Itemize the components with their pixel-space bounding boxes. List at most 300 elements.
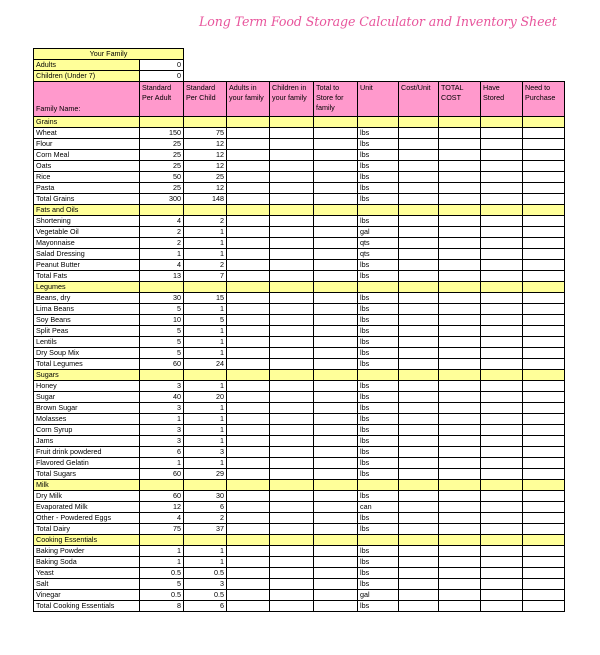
total-store-cell[interactable] bbox=[314, 348, 358, 359]
have-stored-cell[interactable] bbox=[481, 337, 523, 348]
need-purchase-cell[interactable] bbox=[523, 436, 565, 447]
children-family-cell[interactable] bbox=[270, 502, 314, 513]
cost-unit-cell[interactable] bbox=[399, 183, 439, 194]
adults-family-cell[interactable] bbox=[227, 238, 270, 249]
total-store-cell[interactable] bbox=[314, 216, 358, 227]
cost-unit-cell[interactable] bbox=[399, 238, 439, 249]
need-purchase-cell[interactable] bbox=[523, 579, 565, 590]
children-family-cell[interactable] bbox=[270, 414, 314, 425]
cost-unit-cell[interactable] bbox=[399, 337, 439, 348]
total-cost-cell[interactable] bbox=[439, 579, 481, 590]
need-purchase-cell[interactable] bbox=[523, 216, 565, 227]
children-family-cell[interactable] bbox=[270, 128, 314, 139]
children-family-cell[interactable] bbox=[270, 447, 314, 458]
item-name: Vegetable Oil bbox=[34, 227, 140, 238]
cost-unit-cell[interactable] bbox=[399, 601, 439, 612]
need-purchase-cell[interactable] bbox=[523, 414, 565, 425]
cost-unit-cell[interactable] bbox=[399, 227, 439, 238]
need-purchase-cell[interactable] bbox=[523, 469, 565, 480]
need-purchase-cell[interactable] bbox=[523, 337, 565, 348]
total-store-cell[interactable] bbox=[314, 392, 358, 403]
total-cost-cell[interactable] bbox=[439, 436, 481, 447]
children-family-cell[interactable] bbox=[270, 260, 314, 271]
adults-family-cell[interactable] bbox=[227, 557, 270, 568]
adults-family-cell[interactable] bbox=[227, 491, 270, 502]
need-purchase-cell[interactable] bbox=[523, 183, 565, 194]
need-purchase-cell[interactable] bbox=[523, 502, 565, 513]
adults-family-cell[interactable] bbox=[227, 337, 270, 348]
need-purchase-cell[interactable] bbox=[523, 161, 565, 172]
total-store-cell[interactable] bbox=[314, 590, 358, 601]
adults-family-cell[interactable] bbox=[227, 172, 270, 183]
std-child-cell: 3 bbox=[184, 447, 227, 458]
children-family-cell[interactable] bbox=[270, 150, 314, 161]
have-stored-cell[interactable] bbox=[481, 425, 523, 436]
adults-family-cell[interactable] bbox=[227, 403, 270, 414]
total-cost-cell[interactable] bbox=[439, 260, 481, 271]
total-cost-cell[interactable] bbox=[439, 524, 481, 535]
total-store-cell[interactable] bbox=[314, 513, 358, 524]
cost-unit-cell[interactable] bbox=[399, 546, 439, 557]
have-stored-cell[interactable] bbox=[481, 260, 523, 271]
total-cost-cell[interactable] bbox=[439, 601, 481, 612]
have-stored-cell[interactable] bbox=[481, 304, 523, 315]
category-cell bbox=[314, 370, 358, 381]
children-family-cell[interactable] bbox=[270, 304, 314, 315]
item-name: Salt bbox=[34, 579, 140, 590]
total-cost-cell[interactable] bbox=[439, 172, 481, 183]
std-adult-cell: 25 bbox=[140, 161, 184, 172]
children-family-cell[interactable] bbox=[270, 491, 314, 502]
total-store-cell[interactable] bbox=[314, 227, 358, 238]
total-cost-cell[interactable] bbox=[439, 403, 481, 414]
cost-unit-cell[interactable] bbox=[399, 293, 439, 304]
need-purchase-cell[interactable] bbox=[523, 447, 565, 458]
cost-unit-cell[interactable] bbox=[399, 139, 439, 150]
total-store-cell[interactable] bbox=[314, 469, 358, 480]
need-purchase-cell[interactable] bbox=[523, 546, 565, 557]
need-purchase-cell[interactable] bbox=[523, 293, 565, 304]
children-family-cell[interactable] bbox=[270, 172, 314, 183]
need-purchase-cell[interactable] bbox=[523, 568, 565, 579]
children-family-cell[interactable] bbox=[270, 469, 314, 480]
cost-unit-cell[interactable] bbox=[399, 304, 439, 315]
children-family-cell[interactable] bbox=[270, 568, 314, 579]
have-stored-cell[interactable] bbox=[481, 348, 523, 359]
total-cost-cell[interactable] bbox=[439, 546, 481, 557]
adults-family-cell[interactable] bbox=[227, 414, 270, 425]
total-cost-cell[interactable] bbox=[439, 128, 481, 139]
need-purchase-cell[interactable] bbox=[523, 557, 565, 568]
total-store-cell[interactable] bbox=[314, 238, 358, 249]
adults-family-cell[interactable] bbox=[227, 425, 270, 436]
cost-unit-cell[interactable] bbox=[399, 436, 439, 447]
cost-unit-cell[interactable] bbox=[399, 271, 439, 282]
total-store-cell[interactable] bbox=[314, 183, 358, 194]
have-stored-cell[interactable] bbox=[481, 271, 523, 282]
have-stored-cell[interactable] bbox=[481, 183, 523, 194]
total-store-cell[interactable] bbox=[314, 447, 358, 458]
total-cost-cell[interactable] bbox=[439, 216, 481, 227]
cost-unit-cell[interactable] bbox=[399, 348, 439, 359]
children-family-cell[interactable] bbox=[270, 425, 314, 436]
total-store-cell[interactable] bbox=[314, 579, 358, 590]
adults-family-cell[interactable] bbox=[227, 381, 270, 392]
table-row bbox=[34, 139, 565, 150]
total-store-cell[interactable] bbox=[314, 172, 358, 183]
std-adult-cell: 5 bbox=[140, 326, 184, 337]
need-purchase-cell[interactable] bbox=[523, 601, 565, 612]
adults-family-cell[interactable] bbox=[227, 249, 270, 260]
children-family-cell[interactable] bbox=[270, 249, 314, 260]
storage-table bbox=[33, 48, 565, 612]
cost-unit-cell[interactable] bbox=[399, 502, 439, 513]
have-stored-cell[interactable] bbox=[481, 436, 523, 447]
have-stored-cell[interactable] bbox=[481, 513, 523, 524]
adults-family-cell[interactable] bbox=[227, 260, 270, 271]
adults-family-cell[interactable] bbox=[227, 458, 270, 469]
have-stored-cell[interactable] bbox=[481, 315, 523, 326]
children-family-cell[interactable] bbox=[270, 590, 314, 601]
adults-family-cell[interactable] bbox=[227, 128, 270, 139]
total-cost-cell[interactable] bbox=[439, 150, 481, 161]
adults-family-cell[interactable] bbox=[227, 392, 270, 403]
children-family-cell[interactable] bbox=[270, 293, 314, 304]
total-cost-cell[interactable] bbox=[439, 293, 481, 304]
category-cell bbox=[314, 480, 358, 491]
cost-unit-cell[interactable] bbox=[399, 403, 439, 414]
children-family-cell[interactable] bbox=[270, 601, 314, 612]
total-cost-cell[interactable] bbox=[439, 425, 481, 436]
have-stored-cell[interactable] bbox=[481, 458, 523, 469]
children-family-cell[interactable] bbox=[270, 194, 314, 205]
have-stored-cell[interactable] bbox=[481, 557, 523, 568]
children-input[interactable]: 0 bbox=[140, 71, 184, 82]
children-family-cell[interactable] bbox=[270, 326, 314, 337]
total-store-cell[interactable] bbox=[314, 293, 358, 304]
adults-family-cell[interactable] bbox=[227, 568, 270, 579]
children-family-cell[interactable] bbox=[270, 139, 314, 150]
family-name-header: Family Name: bbox=[34, 82, 140, 117]
children-family-cell[interactable] bbox=[270, 557, 314, 568]
total-cost-cell[interactable] bbox=[439, 491, 481, 502]
total-store-cell[interactable] bbox=[314, 161, 358, 172]
total-cost-cell[interactable] bbox=[439, 469, 481, 480]
cost-unit-cell[interactable] bbox=[399, 392, 439, 403]
need-purchase-cell[interactable] bbox=[523, 524, 565, 535]
children-family-cell[interactable] bbox=[270, 238, 314, 249]
adults-family-cell[interactable] bbox=[227, 436, 270, 447]
cost-unit-cell[interactable] bbox=[399, 172, 439, 183]
total-cost-cell[interactable] bbox=[439, 304, 481, 315]
need-purchase-cell[interactable] bbox=[523, 139, 565, 150]
cost-unit-cell[interactable] bbox=[399, 150, 439, 161]
std-adult-cell: 5 bbox=[140, 337, 184, 348]
cost-unit-cell[interactable] bbox=[399, 216, 439, 227]
total-cost-cell[interactable] bbox=[439, 337, 481, 348]
need-purchase-cell[interactable] bbox=[523, 271, 565, 282]
adults-family-cell[interactable] bbox=[227, 469, 270, 480]
std-child-cell: 20 bbox=[184, 392, 227, 403]
cost-unit-cell[interactable] bbox=[399, 469, 439, 480]
have-stored-cell[interactable] bbox=[481, 568, 523, 579]
need-purchase-cell[interactable] bbox=[523, 381, 565, 392]
unit-cell: lbs bbox=[358, 403, 399, 414]
adults-family-cell[interactable] bbox=[227, 359, 270, 370]
children-family-cell[interactable] bbox=[270, 392, 314, 403]
need-purchase-cell[interactable] bbox=[523, 315, 565, 326]
have-stored-cell[interactable] bbox=[481, 381, 523, 392]
total-store-cell[interactable] bbox=[314, 546, 358, 557]
adults-family-cell[interactable] bbox=[227, 150, 270, 161]
total-store-cell[interactable] bbox=[314, 403, 358, 414]
total-cost-cell[interactable] bbox=[439, 458, 481, 469]
have-stored-cell[interactable] bbox=[481, 293, 523, 304]
cost-unit-cell[interactable] bbox=[399, 590, 439, 601]
cost-unit-cell[interactable] bbox=[399, 326, 439, 337]
have-stored-cell[interactable] bbox=[481, 403, 523, 414]
total-store-cell[interactable] bbox=[314, 337, 358, 348]
need-purchase-cell[interactable] bbox=[523, 128, 565, 139]
children-family-cell[interactable] bbox=[270, 337, 314, 348]
cost-unit-cell[interactable] bbox=[399, 579, 439, 590]
adults-family-cell[interactable] bbox=[227, 601, 270, 612]
have-stored-cell[interactable] bbox=[481, 469, 523, 480]
children-family-cell[interactable] bbox=[270, 183, 314, 194]
children-family-cell[interactable] bbox=[270, 227, 314, 238]
total-store-cell[interactable] bbox=[314, 381, 358, 392]
total-store-cell[interactable] bbox=[314, 326, 358, 337]
need-purchase-cell[interactable] bbox=[523, 194, 565, 205]
adults-family-cell[interactable] bbox=[227, 139, 270, 150]
adults-family-cell[interactable] bbox=[227, 216, 270, 227]
have-stored-cell[interactable] bbox=[481, 194, 523, 205]
adults-family-cell[interactable] bbox=[227, 293, 270, 304]
have-stored-cell[interactable] bbox=[481, 326, 523, 337]
total-store-cell[interactable] bbox=[314, 249, 358, 260]
children-family-cell[interactable] bbox=[270, 359, 314, 370]
std-child-cell: 6 bbox=[184, 601, 227, 612]
need-purchase-cell[interactable] bbox=[523, 304, 565, 315]
category-cell bbox=[439, 535, 481, 546]
children-family-cell[interactable] bbox=[270, 403, 314, 414]
have-stored-cell[interactable] bbox=[481, 227, 523, 238]
have-stored-cell[interactable] bbox=[481, 590, 523, 601]
total-store-cell[interactable] bbox=[314, 557, 358, 568]
cost-unit-cell[interactable] bbox=[399, 315, 439, 326]
cost-unit-cell[interactable] bbox=[399, 128, 439, 139]
total-store-cell[interactable] bbox=[314, 414, 358, 425]
need-purchase-cell[interactable] bbox=[523, 150, 565, 161]
children-family-cell[interactable] bbox=[270, 216, 314, 227]
total-cost-cell[interactable] bbox=[439, 513, 481, 524]
table-row bbox=[34, 315, 565, 326]
adults-family-cell[interactable] bbox=[227, 326, 270, 337]
category-cell bbox=[481, 370, 523, 381]
cost-unit-cell[interactable] bbox=[399, 447, 439, 458]
total-cost-cell[interactable] bbox=[439, 502, 481, 513]
table-row bbox=[34, 546, 565, 557]
children-family-cell[interactable] bbox=[270, 436, 314, 447]
total-store-cell[interactable] bbox=[314, 128, 358, 139]
cost-unit-cell[interactable] bbox=[399, 557, 439, 568]
total-cost-cell[interactable] bbox=[439, 315, 481, 326]
total-store-cell[interactable] bbox=[314, 359, 358, 370]
cost-unit-cell[interactable] bbox=[399, 458, 439, 469]
total-cost-cell[interactable] bbox=[439, 557, 481, 568]
total-store-cell[interactable] bbox=[314, 568, 358, 579]
have-stored-cell[interactable] bbox=[481, 546, 523, 557]
total-cost-cell[interactable] bbox=[439, 161, 481, 172]
total-store-cell[interactable] bbox=[314, 194, 358, 205]
adults-family-cell[interactable] bbox=[227, 502, 270, 513]
total-cost-cell[interactable] bbox=[439, 590, 481, 601]
category-cell bbox=[140, 370, 184, 381]
adults-family-cell[interactable] bbox=[227, 513, 270, 524]
cost-unit-cell[interactable] bbox=[399, 414, 439, 425]
have-stored-cell[interactable] bbox=[481, 128, 523, 139]
adults-family-cell[interactable] bbox=[227, 161, 270, 172]
total-store-cell[interactable] bbox=[314, 139, 358, 150]
total-cost-cell[interactable] bbox=[439, 183, 481, 194]
cost-unit-cell[interactable] bbox=[399, 381, 439, 392]
need-purchase-cell[interactable] bbox=[523, 238, 565, 249]
category-cell bbox=[358, 480, 399, 491]
have-stored-cell[interactable] bbox=[481, 447, 523, 458]
total-store-cell[interactable] bbox=[314, 304, 358, 315]
need-purchase-cell[interactable] bbox=[523, 392, 565, 403]
children-family-cell[interactable] bbox=[270, 161, 314, 172]
total-cost-cell[interactable] bbox=[439, 227, 481, 238]
children-family-cell[interactable] bbox=[270, 315, 314, 326]
children-family-cell[interactable] bbox=[270, 513, 314, 524]
total-store-cell[interactable] bbox=[314, 458, 358, 469]
have-stored-cell[interactable] bbox=[481, 216, 523, 227]
adults-family-cell[interactable] bbox=[227, 315, 270, 326]
total-store-cell[interactable] bbox=[314, 315, 358, 326]
cost-unit-cell[interactable] bbox=[399, 513, 439, 524]
adults-family-cell[interactable] bbox=[227, 447, 270, 458]
total-store-cell[interactable] bbox=[314, 601, 358, 612]
total-cost-cell[interactable] bbox=[439, 348, 481, 359]
total-cost-cell[interactable] bbox=[439, 568, 481, 579]
need-purchase-cell[interactable] bbox=[523, 326, 565, 337]
need-purchase-cell[interactable] bbox=[523, 513, 565, 524]
children-family-cell[interactable] bbox=[270, 458, 314, 469]
cost-unit-cell[interactable] bbox=[399, 260, 439, 271]
total-store-cell[interactable] bbox=[314, 150, 358, 161]
children-family-cell[interactable] bbox=[270, 546, 314, 557]
have-stored-cell[interactable] bbox=[481, 502, 523, 513]
have-stored-cell[interactable] bbox=[481, 601, 523, 612]
total-cost-cell[interactable] bbox=[439, 249, 481, 260]
total-cost-cell[interactable] bbox=[439, 139, 481, 150]
adults-family-cell[interactable] bbox=[227, 304, 270, 315]
cost-unit-cell[interactable] bbox=[399, 425, 439, 436]
need-purchase-cell[interactable] bbox=[523, 172, 565, 183]
total-store-cell[interactable] bbox=[314, 491, 358, 502]
need-purchase-cell[interactable] bbox=[523, 260, 565, 271]
children-family-cell[interactable] bbox=[270, 271, 314, 282]
total-store-cell[interactable] bbox=[314, 502, 358, 513]
have-stored-cell[interactable] bbox=[481, 238, 523, 249]
total-cost-cell[interactable] bbox=[439, 326, 481, 337]
adults-family-cell[interactable] bbox=[227, 579, 270, 590]
have-stored-cell[interactable] bbox=[481, 139, 523, 150]
cost-unit-cell[interactable] bbox=[399, 161, 439, 172]
need-purchase-cell[interactable] bbox=[523, 359, 565, 370]
need-purchase-cell[interactable] bbox=[523, 425, 565, 436]
total-cost-cell[interactable] bbox=[439, 447, 481, 458]
have-stored-cell[interactable] bbox=[481, 524, 523, 535]
adults-family-cell[interactable] bbox=[227, 348, 270, 359]
have-stored-cell[interactable] bbox=[481, 249, 523, 260]
total-store-cell[interactable] bbox=[314, 271, 358, 282]
item-name: Total Sugars bbox=[34, 469, 140, 480]
need-purchase-cell[interactable] bbox=[523, 348, 565, 359]
need-purchase-cell[interactable] bbox=[523, 227, 565, 238]
cost-unit-cell[interactable] bbox=[399, 524, 439, 535]
category-cell bbox=[314, 117, 358, 128]
total-store-cell[interactable] bbox=[314, 524, 358, 535]
have-stored-cell[interactable] bbox=[481, 172, 523, 183]
children-family-cell[interactable] bbox=[270, 381, 314, 392]
adults-family-cell[interactable] bbox=[227, 271, 270, 282]
adults-family-cell[interactable] bbox=[227, 590, 270, 601]
need-purchase-cell[interactable] bbox=[523, 458, 565, 469]
total-cost-cell[interactable] bbox=[439, 238, 481, 249]
have-stored-cell[interactable] bbox=[481, 359, 523, 370]
total-cost-cell[interactable] bbox=[439, 392, 481, 403]
total-cost-cell[interactable] bbox=[439, 414, 481, 425]
total-cost-cell[interactable] bbox=[439, 359, 481, 370]
have-stored-cell[interactable] bbox=[481, 414, 523, 425]
need-purchase-cell[interactable] bbox=[523, 249, 565, 260]
total-cost-cell[interactable] bbox=[439, 271, 481, 282]
category-cell bbox=[140, 480, 184, 491]
cost-unit-cell[interactable] bbox=[399, 194, 439, 205]
have-stored-cell[interactable] bbox=[481, 579, 523, 590]
need-purchase-cell[interactable] bbox=[523, 403, 565, 414]
adults-family-cell[interactable] bbox=[227, 194, 270, 205]
total-store-cell[interactable] bbox=[314, 436, 358, 447]
std-adult-cell: 0.5 bbox=[140, 568, 184, 579]
have-stored-cell[interactable] bbox=[481, 392, 523, 403]
have-stored-cell[interactable] bbox=[481, 150, 523, 161]
children-family-cell[interactable] bbox=[270, 579, 314, 590]
children-family-cell[interactable] bbox=[270, 524, 314, 535]
adults-family-cell[interactable] bbox=[227, 183, 270, 194]
adults-input[interactable]: 0 bbox=[140, 60, 184, 71]
cost-unit-cell[interactable] bbox=[399, 249, 439, 260]
total-cost-cell[interactable] bbox=[439, 194, 481, 205]
have-stored-cell[interactable] bbox=[481, 161, 523, 172]
adults-family-cell[interactable] bbox=[227, 524, 270, 535]
need-purchase-cell[interactable] bbox=[523, 590, 565, 601]
total-store-cell[interactable] bbox=[314, 260, 358, 271]
need-purchase-cell[interactable] bbox=[523, 491, 565, 502]
total-store-cell[interactable] bbox=[314, 425, 358, 436]
cost-unit-cell[interactable] bbox=[399, 568, 439, 579]
adults-family-cell[interactable] bbox=[227, 227, 270, 238]
adults-family-cell[interactable] bbox=[227, 546, 270, 557]
have-stored-cell[interactable] bbox=[481, 491, 523, 502]
children-family-cell[interactable] bbox=[270, 348, 314, 359]
cost-unit-cell[interactable] bbox=[399, 359, 439, 370]
category-cell bbox=[227, 282, 270, 293]
total-cost-cell[interactable] bbox=[439, 381, 481, 392]
cost-unit-cell[interactable] bbox=[399, 491, 439, 502]
